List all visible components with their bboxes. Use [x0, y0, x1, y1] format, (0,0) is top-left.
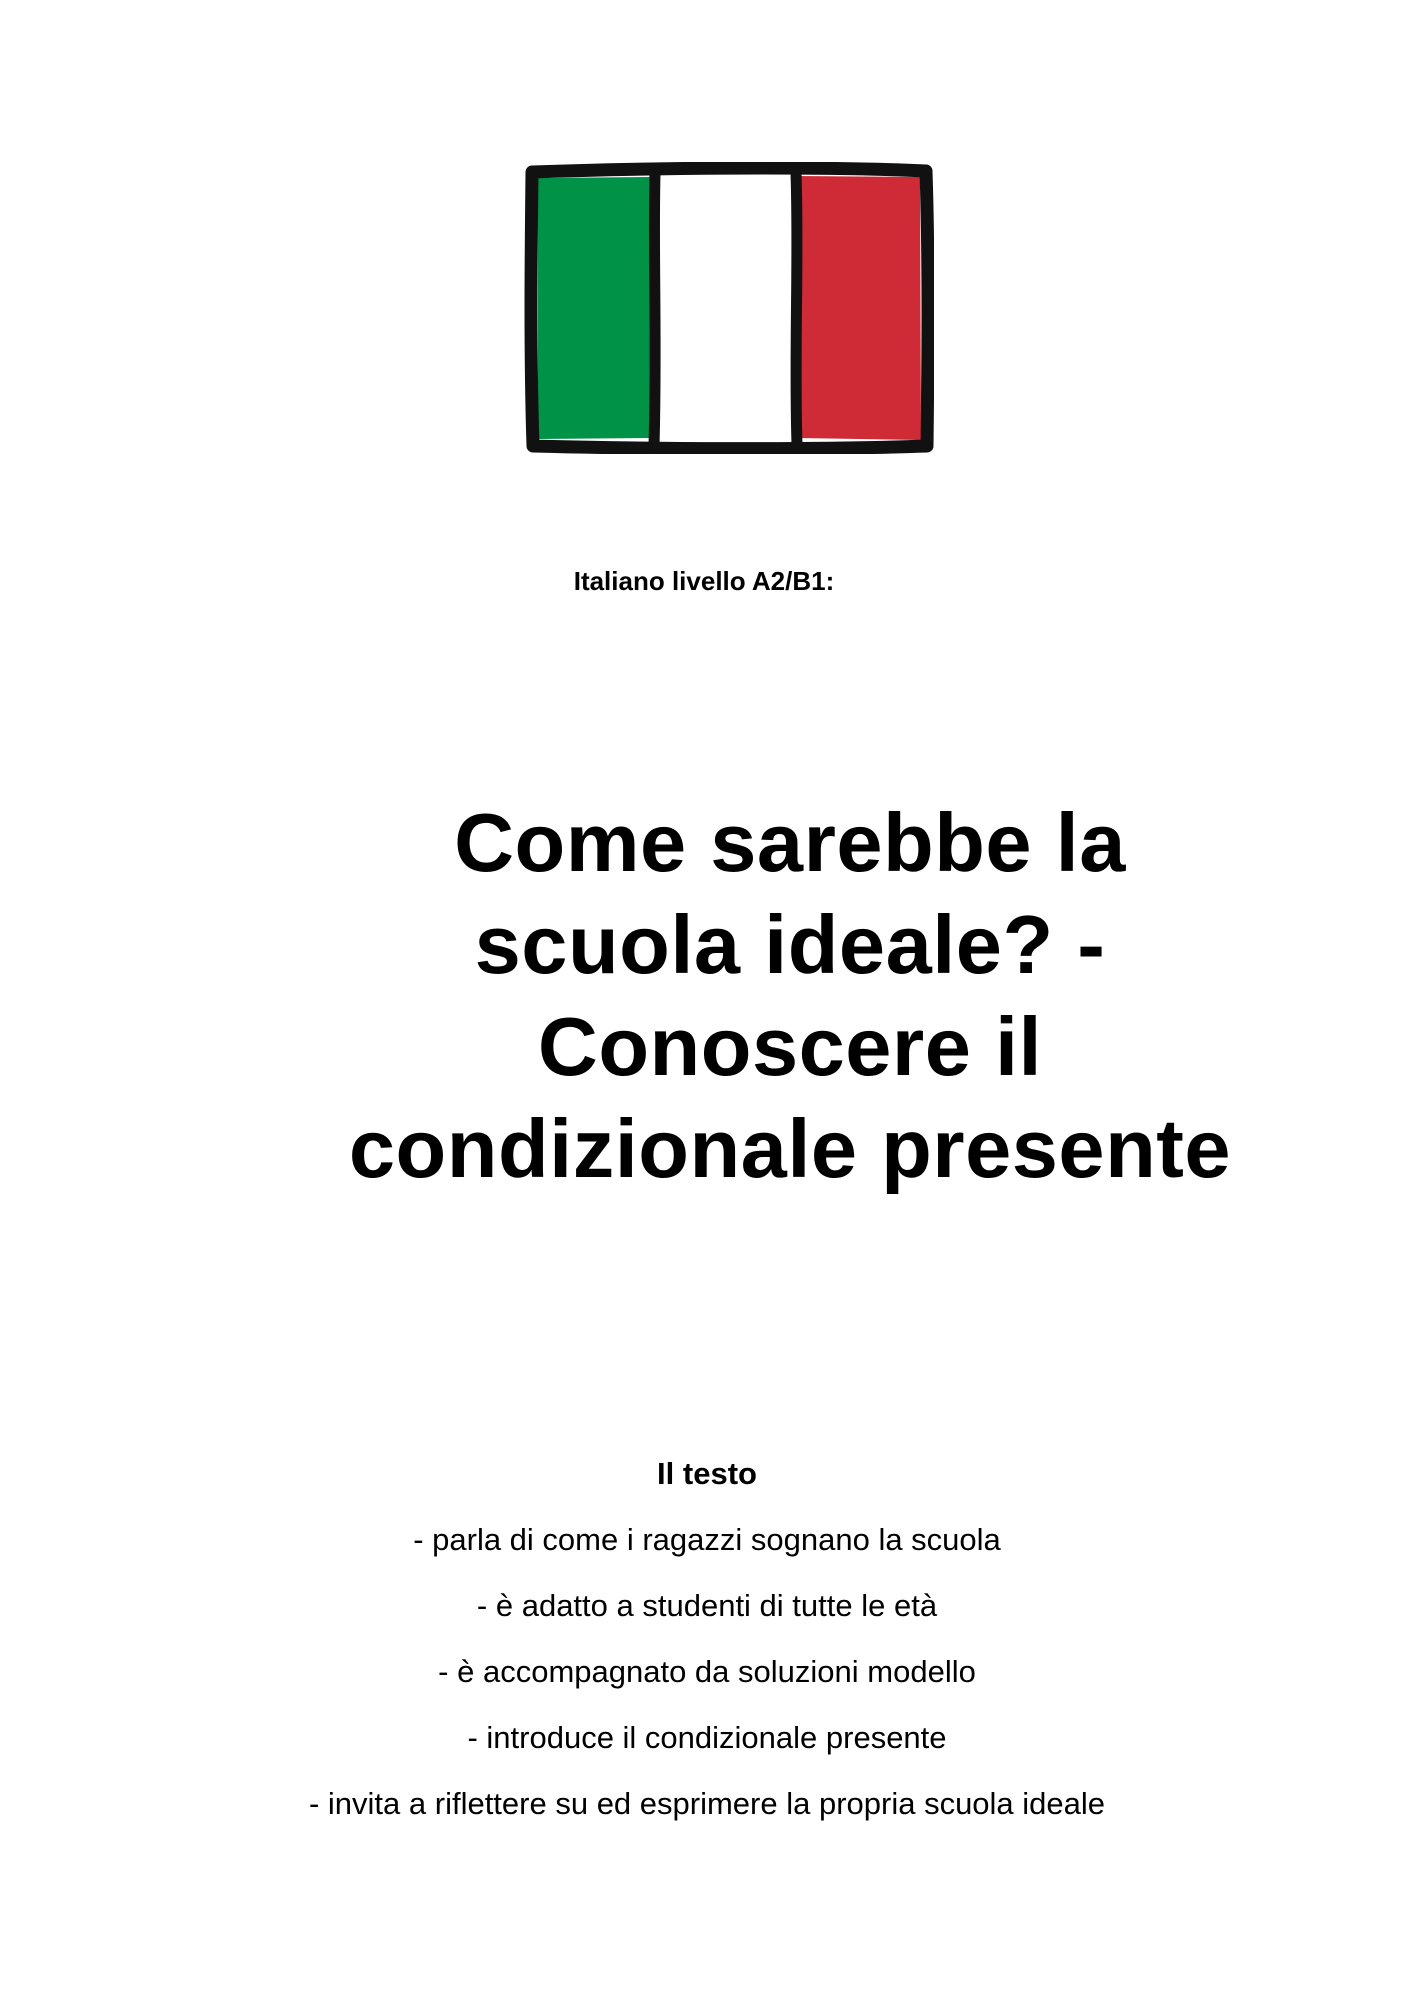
level-label: [0, 566, 1414, 597]
flag-red-stripe: [796, 176, 921, 440]
list-item: - parla di come i ragazzi sognano la scuola: [413, 1522, 1001, 1557]
title-line: condizionale presente: [348, 1102, 1232, 1195]
list-item: - è adatto a studenti di tutte le età: [476, 1588, 938, 1623]
features-heading: Il testo: [657, 1456, 757, 1491]
italian-flag-icon: [524, 162, 934, 454]
flag-divider-left: [654, 174, 655, 445]
title-line: scuola ideale? -: [474, 898, 1106, 991]
flag-divider-right: [796, 173, 797, 444]
list-item: - è accompagnato da soluzioni modello: [438, 1654, 976, 1689]
title-line: Come sarebbe la: [454, 796, 1126, 889]
page-title: [250, 792, 1330, 1200]
features-list: [0, 1522, 1414, 1852]
list-item: - introduce il condizionale presente: [467, 1720, 947, 1755]
title-line: Conoscere il: [537, 1000, 1043, 1093]
flag-white-stripe: [654, 176, 797, 438]
level-label-text: Italiano livello A2/B1:: [573, 566, 835, 596]
list-item: - invita a riflettere su ed esprimere la propria scuola ideale: [308, 1786, 1106, 1821]
flag-green-stripe: [538, 177, 655, 439]
